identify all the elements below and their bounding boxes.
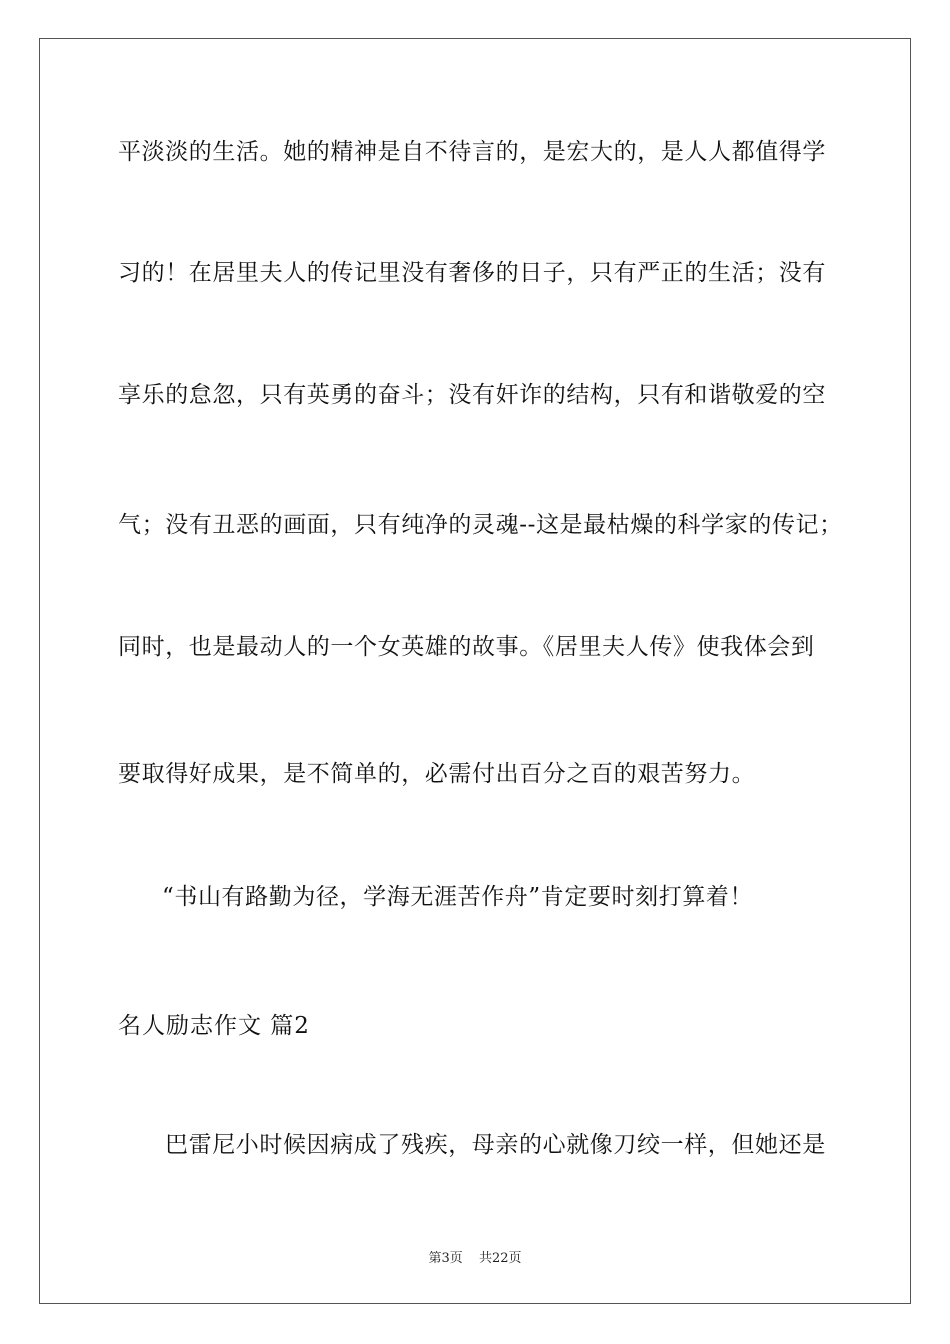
paragraph-start: 巴雷尼小时候因病成了残疾，母亲的心就像刀绞一样，但她还是 — [165, 1132, 826, 1158]
body-line-5: 同时，也是最动人的一个女英雄的故事。《居里夫人传》使我体会到 — [118, 634, 815, 660]
body-line-2: 习的！在居里夫人的传记里没有奢侈的日子，只有严正的生活；没有 — [118, 260, 826, 286]
page-footer — [0, 1247, 950, 1266]
section-heading: 名人励志作文 篇2 — [118, 1013, 310, 1039]
page-border — [39, 38, 911, 1304]
body-line-1: 平淡淡的生活。她的精神是自不待言的，是宏大的，是人人都值得学 — [118, 139, 826, 165]
page-total: 共22页 — [478, 1251, 522, 1266]
quote-line: “书山有路勤为径，学海无涯苦作舟”肯定要时刻打算着！ — [162, 884, 754, 910]
page-number: 第3页 — [428, 1251, 463, 1266]
body-line-3: 享乐的怠忽，只有英勇的奋斗；没有奸诈的结构，只有和谐敬爱的空 — [118, 382, 826, 408]
body-line-4: 气；没有丑恶的画面，只有纯净的灵魂--这是最枯燥的科学家的传记； — [118, 512, 843, 538]
body-line-6: 要取得好成果，是不简单的，必需付出百分之百的艰苦努力。 — [118, 761, 756, 787]
